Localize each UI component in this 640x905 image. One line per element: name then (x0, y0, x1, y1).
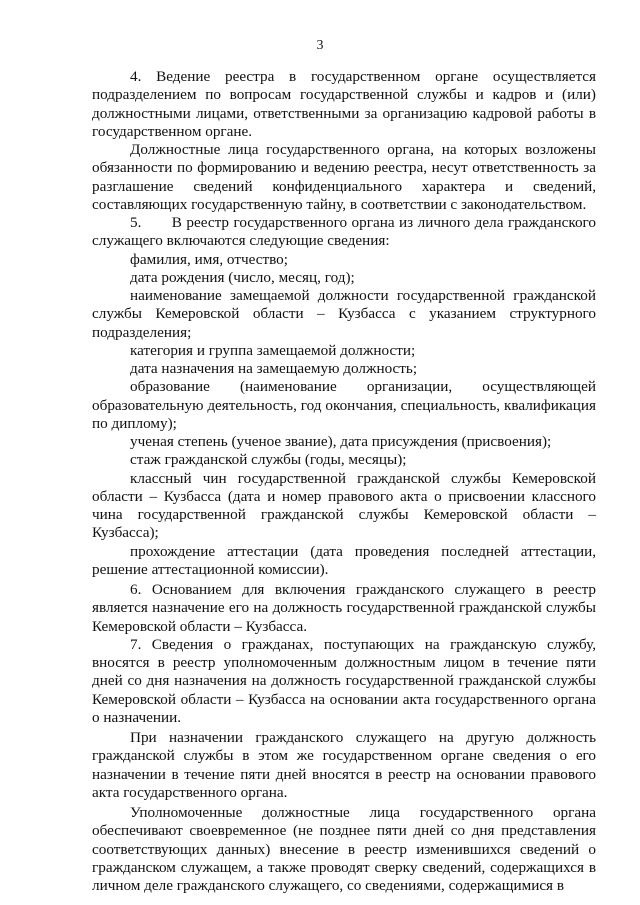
list-item-service-length: стаж гражданской службы (годы, месяцы); (130, 451, 407, 469)
paragraph-reassignment: При назначении гражданского служащего на другую должность гражданской службы в этом же государственном органе сведения о его назначении в течение пяти дней вносятся в реестр на основании правового акта государственного органа. (92, 729, 596, 801)
list-item-birth-date: дата рождения (число, месяц, год); (130, 268, 355, 286)
list-item-full-name: фамилия, имя, отчество; (130, 250, 288, 268)
page-number: 3 (316, 38, 324, 53)
paragraph-authorized-officials: Уполномоченные должностные лица государственного органа обеспечивают своевременное (не позднее пяти дней со дня представления соответствующих данных) внесение в реестр изменившихся сведений о гражданском служащем, а также проводят сверку сведений, содержащихся в личном деле гражданского служащего, со сведениями, содержащимися в (92, 804, 596, 894)
list-item-education: образование (наименование организации, осуществляющей образовательную деятельность, год окончания, специальность, квалификация по диплому); (92, 378, 596, 432)
list-item-category: категория и группа замещаемой должности; (130, 341, 416, 359)
paragraph-item-4: 4. Ведение реестра в государственном органе осуществляется подразделением по вопросам государственной службы и кадров и (или) должностными лицами, ответственными за организацию кадровой работы в государственном органе. (92, 68, 596, 140)
list-item-position: наименование замещаемой должности государственной гражданской службы Кемеровской области – Кузбасса с указанием структурного подразделения; (92, 287, 596, 341)
document-body (92, 68, 596, 895)
list-item-attestation: прохождение аттестации (дата проведения последней аттестации, решение аттестационной комиссии). (92, 542, 596, 578)
list-item-appointment-date: дата назначения на замещаемую должность; (130, 360, 418, 377)
paragraph-item-6: 6. Основанием для включения гражданского служащего в реестр является назначение его на должность государственной гражданской службы Кемеровской области – Кузбасса. (92, 581, 596, 635)
paragraph-officials-responsibility: Должностные лица государственного органа, на которых возложены обязанности по формированию и ведению реестра, несут ответственность за разглашение сведений конфиденциального характера и сведений, составляющих государственную тайну, в соответствии с законодательством. (92, 141, 596, 213)
list-item-degree: ученая степень (ученое звание), дата присуждения (присвоения); (130, 433, 552, 450)
paragraph-item-5: 5. В реестр государственного органа из личного дела гражданского служащего включаются следующие сведения: (92, 214, 596, 250)
paragraph-item-7: 7. Сведения о гражданах, поступающих на гражданскую службу, вносятся в реестр уполномоченным должностным лицом в течение пяти дней со дня назначения на должность государственной гражданской службы Кемеровской области – Кузбасса на основании акта государственного органа о назначении. (92, 635, 596, 726)
list-item-class-rank: классный чин государственной гражданской службы Кемеровской области – Кузбасса (дата и номер правового акта о присвоении классного чина государственной гражданской службы Кемеровской области – Кузбасса); (92, 469, 596, 542)
